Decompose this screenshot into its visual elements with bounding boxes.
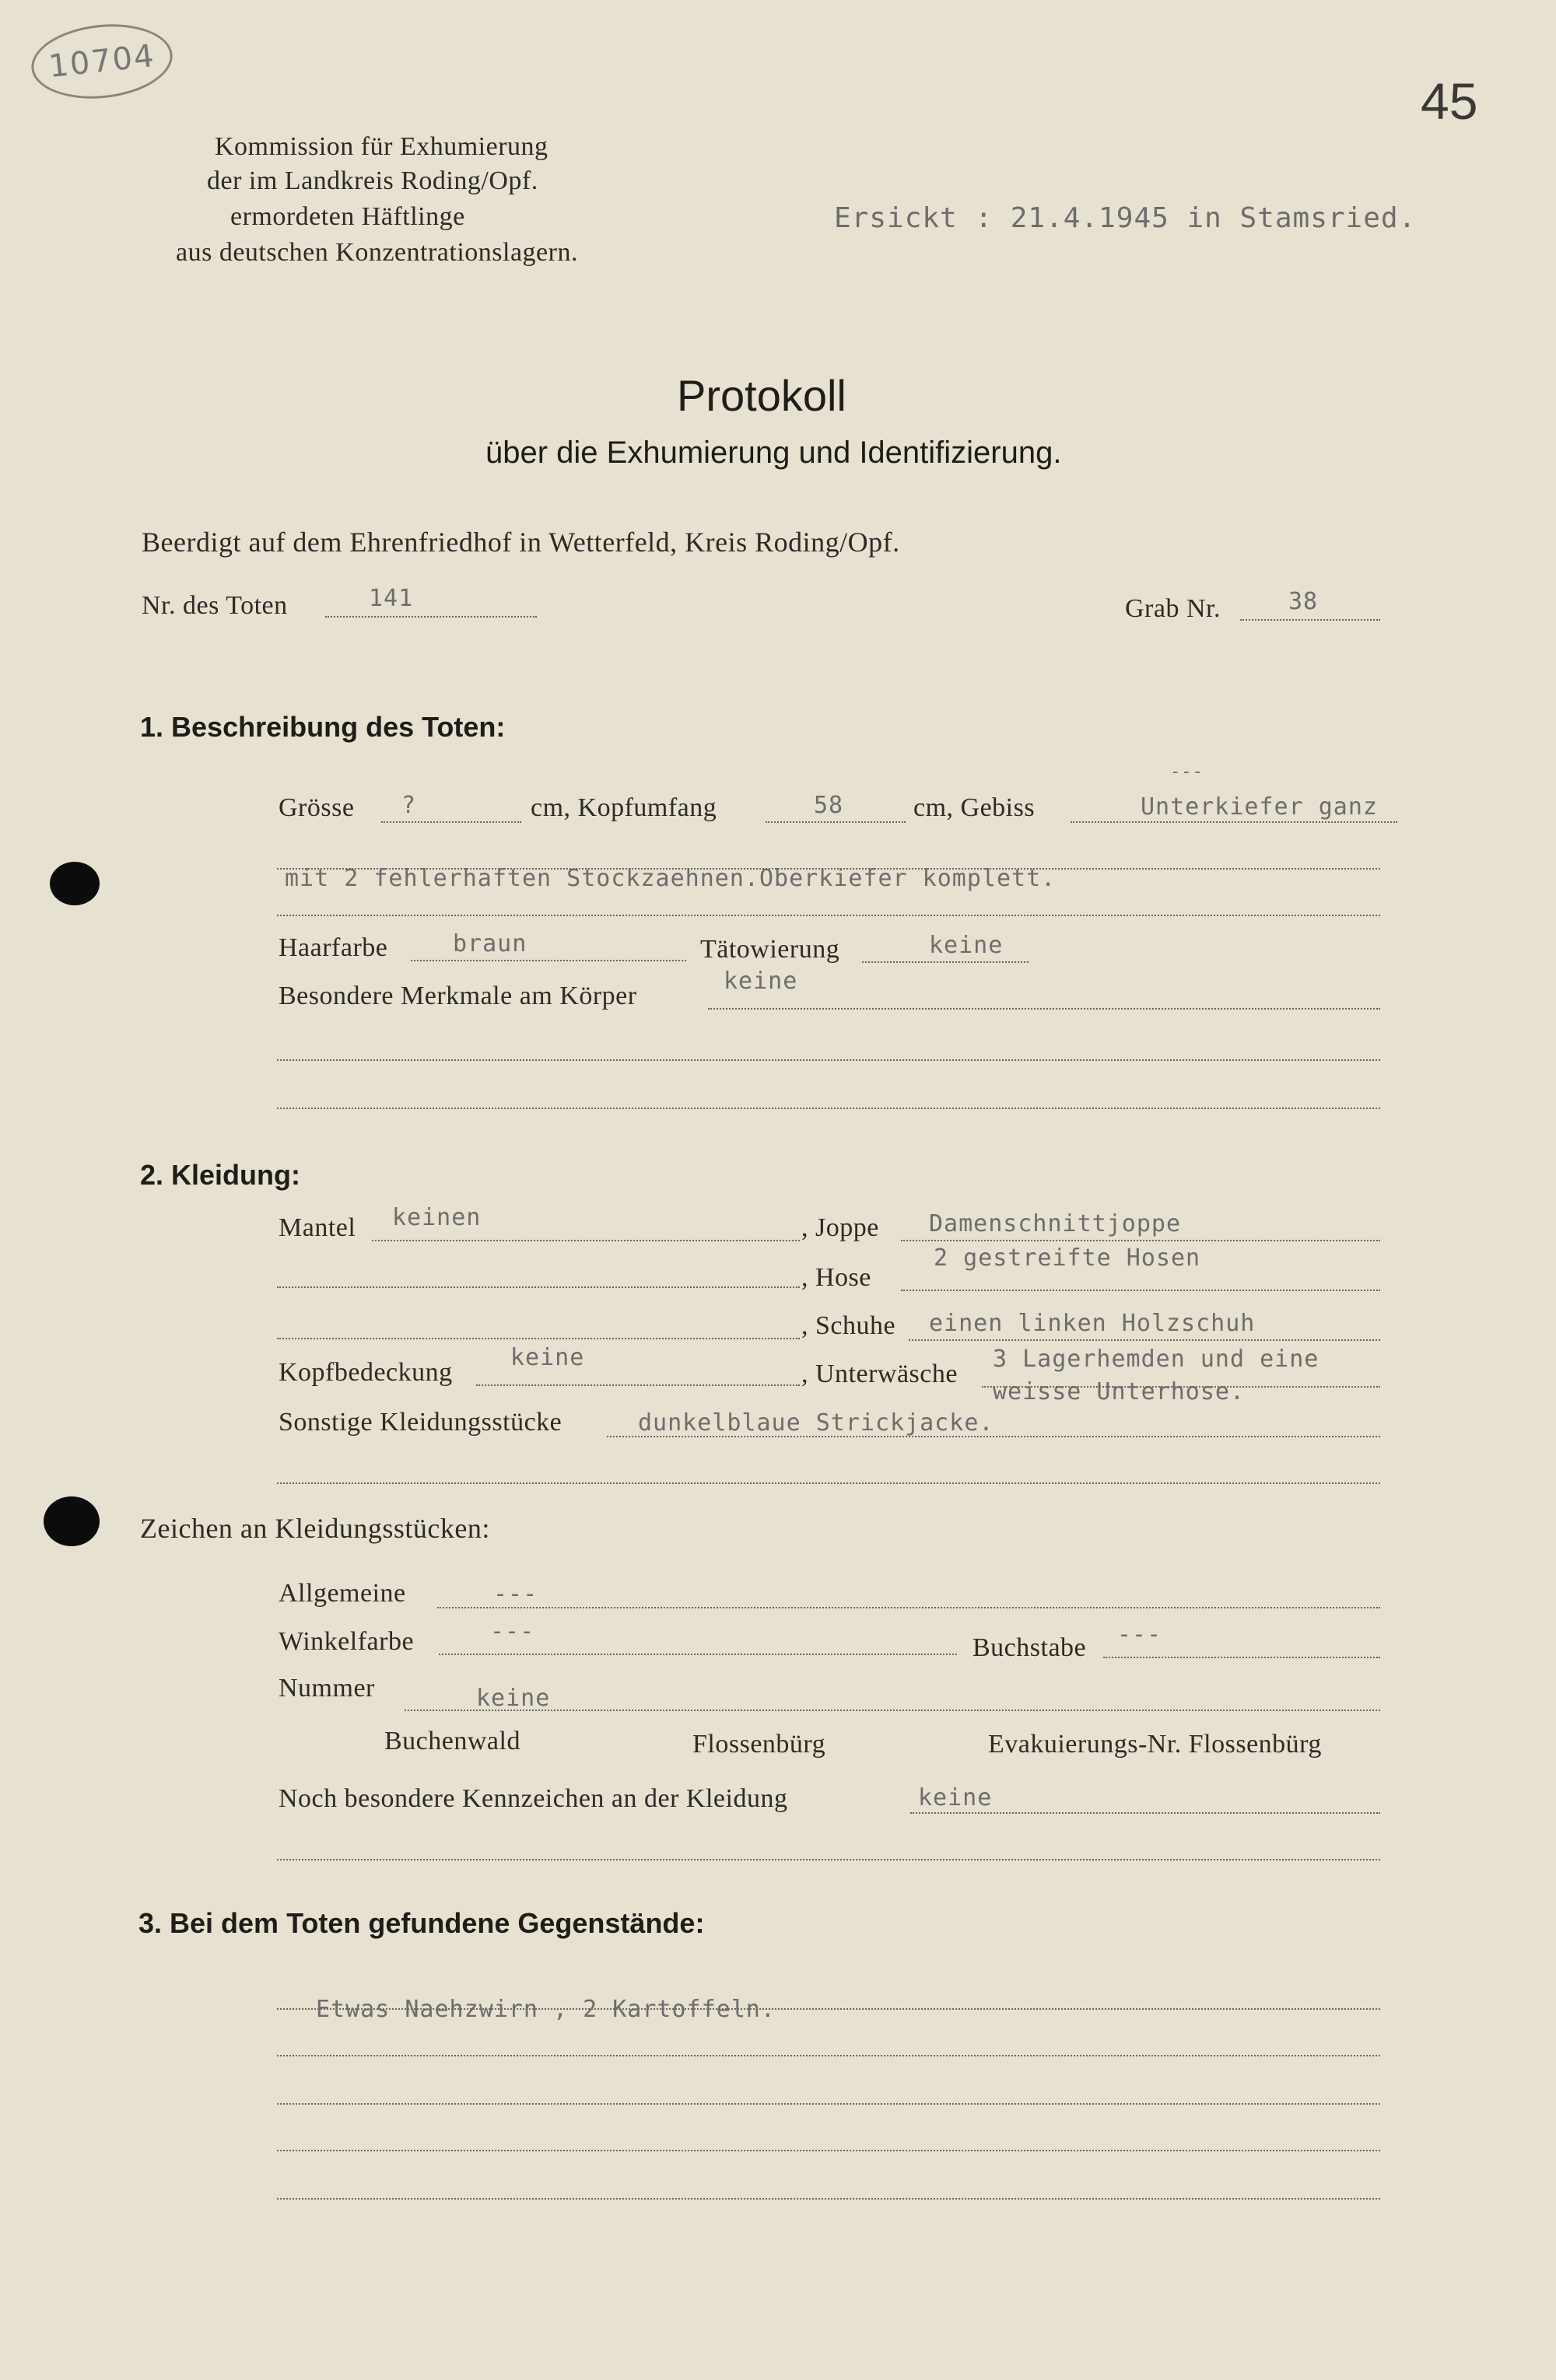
winkelfarbe-value: --- — [490, 1618, 535, 1645]
nummer-label: Nummer — [279, 1674, 375, 1703]
buchstabe-label: Buchstabe — [972, 1633, 1087, 1662]
schuhe-value: einen linken Holzschuh — [929, 1310, 1256, 1337]
hose-value: 2 gestreifte Hosen — [934, 1244, 1201, 1272]
nr-value: 141 — [369, 585, 414, 612]
header-line-3: ermordeten Häftlinge — [230, 202, 465, 231]
unterwaesche-value-2: weisse Unterhose. — [993, 1378, 1246, 1405]
header-line-1: Kommission für Exhumierung — [215, 132, 548, 161]
kopfbedeckung-value: keine — [510, 1344, 585, 1371]
page-number: 45 — [1421, 72, 1478, 130]
nummer-value: keine — [476, 1685, 551, 1712]
joppe-label: , Joppe — [801, 1213, 879, 1242]
punch-hole-bottom — [44, 1496, 100, 1546]
section-1-heading: 1. Beschreibung des Toten: — [140, 711, 506, 743]
grab-value: 38 — [1288, 588, 1319, 615]
winkelfarbe-label: Winkelfarbe — [279, 1627, 415, 1656]
grab-label: Grab Nr. — [1125, 594, 1221, 623]
death-note: Ersickt : 21.4.1945 in Stamsried. — [834, 202, 1417, 234]
allgemeine-value: --- — [493, 1580, 538, 1608]
gebiss-value: Unterkiefer ganz — [1141, 793, 1378, 821]
burial-line: Beerdigt auf dem Ehrenfriedhof in Wetterfeld, Kreis Roding/Opf. — [142, 527, 900, 558]
haarfarbe-value: braun — [453, 930, 527, 957]
merkmale-value: keine — [724, 968, 798, 995]
mantel-value: keinen — [392, 1204, 482, 1231]
document-subtitle: über die Exhumierung und Identifizierung. — [485, 436, 1062, 470]
buchstabe-value: --- — [1117, 1621, 1162, 1648]
nr-label: Nr. des Toten — [142, 591, 288, 620]
archive-stamp-text: 10704 — [47, 37, 157, 86]
section-2-heading: 2. Kleidung: — [140, 1159, 300, 1191]
column-buchenwald: Buchenwald — [384, 1727, 520, 1755]
allgemeine-label: Allgemeine — [279, 1579, 406, 1608]
haarfarbe-label: Haarfarbe — [279, 933, 388, 962]
cm-gebiss-label: cm, Gebiss — [913, 793, 1036, 822]
kopfbedeckung-label: Kopfbedeckung — [279, 1358, 453, 1387]
noch-value: keine — [918, 1784, 993, 1811]
zeichen-heading: Zeichen an Kleidungsstücken: — [140, 1513, 490, 1544]
cm-kopfumfang-label: cm, Kopfumfang — [531, 793, 717, 822]
schuhe-label: , Schuhe — [801, 1311, 896, 1340]
gebiss-dashes: --- — [1170, 762, 1204, 782]
merkmale-label: Besondere Merkmale am Körper — [279, 982, 637, 1010]
archive-stamp — [28, 18, 177, 106]
header-line-4: aus deutschen Konzentrationslagern. — [176, 238, 578, 267]
groesse-value: ? — [401, 792, 417, 819]
taetowierung-label: Tätowierung — [700, 935, 840, 964]
unterwaesche-label: , Unterwäsche — [801, 1360, 958, 1388]
column-evakuierungs-nr: Evakuierungs-Nr. Flossenbürg — [988, 1730, 1322, 1759]
gegenstaende-value: Etwas Naehzwirn , 2 Kartoffeln. — [316, 1996, 776, 2023]
section-3-heading: 3. Bei dem Toten gefundene Gegenstände: — [138, 1907, 705, 1939]
sonstige-label: Sonstige Kleidungsstücke — [279, 1408, 562, 1437]
taetowierung-value: keine — [929, 932, 1004, 959]
gebiss-continuation: mit 2 fehlerhaften Stockzaehnen.Oberkiefer komplett. — [285, 865, 1057, 892]
noch-label: Noch besondere Kennzeichen an der Kleidung — [279, 1784, 788, 1813]
column-flossenbuerg: Flossenbürg — [692, 1730, 826, 1759]
unterwaesche-value-1: 3 Lagerhemden und eine — [993, 1346, 1319, 1373]
sonstige-value: dunkelblaue Strickjacke. — [638, 1409, 994, 1437]
document-title: Protokoll — [677, 371, 846, 420]
groesse-label: Grösse — [279, 793, 355, 822]
joppe-value: Damenschnittjoppe — [929, 1210, 1182, 1237]
mantel-label: Mantel — [279, 1213, 356, 1242]
kopfumfang-value: 58 — [814, 792, 844, 819]
punch-hole-top — [50, 862, 100, 905]
header-line-2: der im Landkreis Roding/Opf. — [207, 166, 538, 195]
hose-label: , Hose — [801, 1263, 871, 1292]
